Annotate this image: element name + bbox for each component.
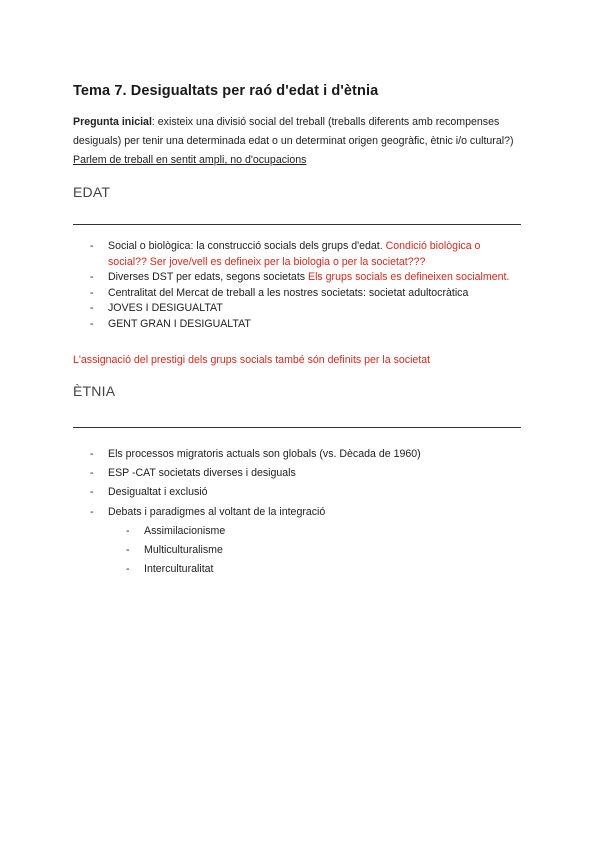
- list-item-text: ESP -CAT societats diverses i desiguals: [108, 467, 296, 480]
- dash-bullet: -: [90, 302, 94, 314]
- dash-bullet: -: [90, 448, 94, 460]
- list-item: [90, 483, 520, 502]
- section-divider-etnia: [73, 427, 521, 428]
- list-item-text: Social o biològica: la construcció socials dels grups d'edat.: [108, 240, 386, 252]
- intro-text: : existeix una divisió social del treball (treballs diferents amb recompenses desiguals) per tenir una determinada edat o un determinat origen geogràfic, ètnic i/o cultural?): [73, 116, 514, 147]
- section-divider-edat: [73, 224, 521, 225]
- list-item-red-text: Condició biològica o social?? Ser jove/vell es defineix per la biologia o per la societat???: [108, 240, 481, 268]
- edat-list: [90, 239, 520, 332]
- etnia-list: [90, 445, 520, 579]
- dash-bullet: -: [90, 467, 94, 480]
- list-item: [90, 286, 520, 302]
- dash-bullet: -: [126, 544, 130, 557]
- intro-bold-label: Pregunta inicial: [73, 116, 152, 128]
- dash-bullet: -: [90, 240, 94, 252]
- list-item-text: Centralitat del Mercat de treball a les nostres societats: societat adultocràtica: [108, 286, 469, 299]
- sub-list-item: [126, 541, 520, 560]
- section-heading-etnia: ÈTNIA: [73, 383, 116, 399]
- list-item: [90, 270, 520, 286]
- sub-list-item: [126, 560, 520, 579]
- sub-list-item-text: Assimilacionisme: [144, 524, 226, 537]
- sub-list: [108, 522, 520, 580]
- list-item: [90, 301, 520, 317]
- intro-paragraph: [73, 113, 533, 170]
- list-item-red-text: Els grups socials es defineixen socialment.: [308, 271, 510, 283]
- intro-underlined-text: Parlem de treball en sentit ampli, no d'ocupacions: [73, 154, 307, 166]
- section-heading-edat: EDAT: [73, 184, 111, 200]
- dash-bullet: -: [90, 505, 94, 518]
- list-item: [90, 464, 520, 483]
- list-item: [90, 503, 520, 580]
- sub-list-item: [126, 522, 520, 541]
- dash-bullet: -: [90, 271, 94, 283]
- list-item-text: JOVES I DESIGUALTAT: [108, 302, 223, 314]
- list-item-text: GENT GRAN I DESIGUALTAT: [108, 317, 251, 330]
- list-item: [90, 445, 520, 464]
- list-item-text: Diverses DST per edats, segons societats: [108, 271, 308, 283]
- list-item-text: Debats i paradigmes al voltant de la integració: [108, 505, 326, 518]
- page-title: Tema 7. Desigualtats per raó d'edat i d'ètnia: [73, 83, 379, 99]
- sub-list-item-text: Multiculturalisme: [144, 544, 223, 557]
- list-item: [90, 239, 520, 270]
- sub-list-item-text: Interculturalitat: [144, 563, 214, 576]
- dash-bullet: -: [126, 524, 130, 537]
- dash-bullet: -: [90, 286, 94, 299]
- list-item-text: Desigualtat i exclusió: [108, 486, 208, 499]
- list-item-text: Els processos migratoris actuals son globals (vs. Dècada de 1960): [108, 448, 421, 460]
- list-item: [90, 317, 520, 333]
- dash-bullet: -: [126, 563, 130, 576]
- dash-bullet: -: [90, 486, 94, 499]
- dash-bullet: -: [90, 317, 94, 330]
- edat-note: L'assignació del prestigi dels grups socials també són definits per la societat: [73, 354, 431, 366]
